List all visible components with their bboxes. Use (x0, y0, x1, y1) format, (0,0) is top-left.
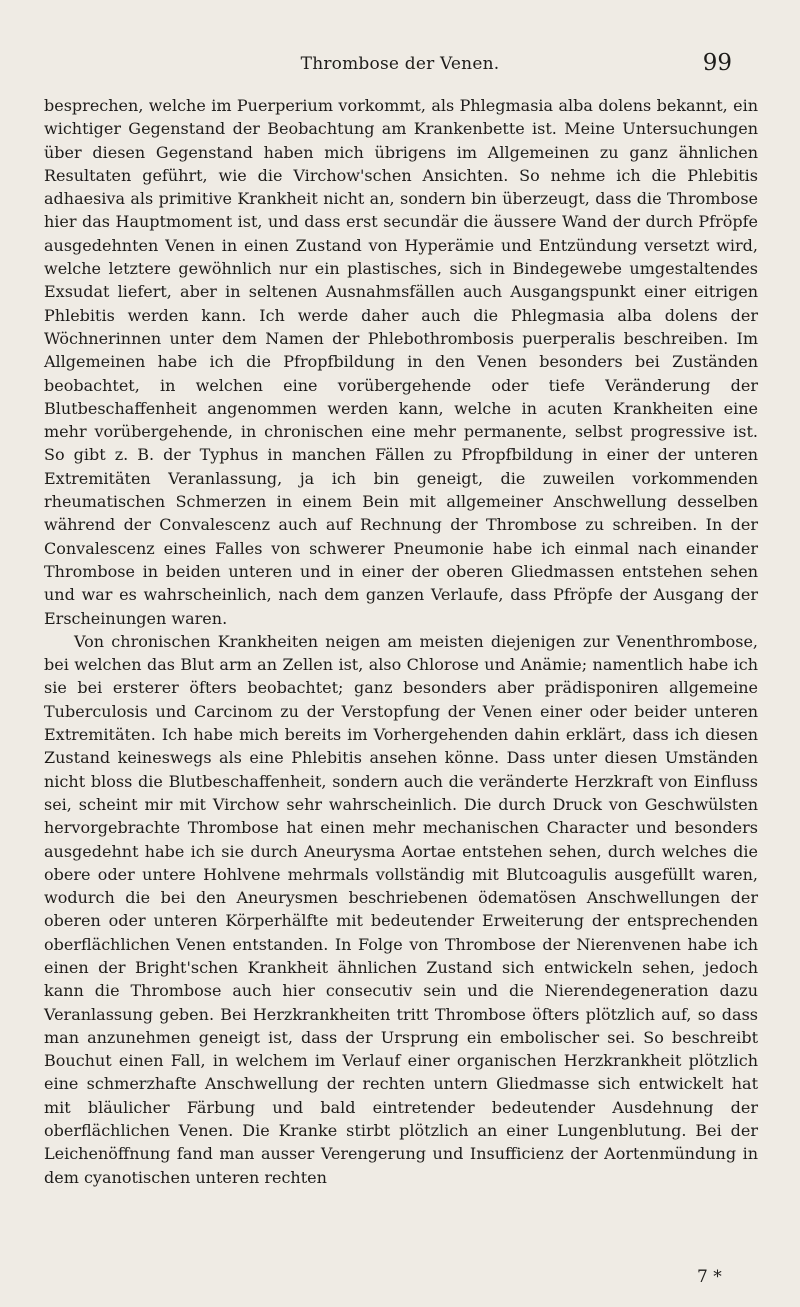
page-number: 99 (702, 50, 732, 76)
signature-mark: 7 * (697, 1267, 722, 1287)
body-text (44, 94, 758, 1189)
running-title: Thrombose der Venen. (300, 54, 500, 74)
paragraph-1: besprechen, welche im Puerperium vorkommt, als Phlegmasia alba dolens bekannt, ein wichtiger Gegenstand der Beobachtung am Krankenbette ist. Meine Untersuchungen über diesen Gegenstand haben mich übrigens im Allgemeinen zu ganz ähnlichen Resultaten geführt, wie die Virchow'schen Ansichten. So nehme ich die Phlebitis adhaesiva als primitive Krankheit nicht an, sondern bin überzeugt, dass die Thrombose hier das Hauptmoment ist, und dass erst secundär die äussere Wand der durch Pfröpfe ausgedehnten Venen in einen Zustand von Hyperämie und Entzündung versetzt wird, welche letztere gewöhnlich nur ein plastisches, sich in Bindegewebe umgestaltendes Exsudat liefert, aber in seltenen Ausnahmsfällen auch Ausgangspunkt einer eitrigen Phlebitis werden kann. Ich werde daher auch die Phlegmasia alba dolens der Wöchnerinnen unter dem Namen der Phlebothrombosis puerperalis beschreiben. Im Allgemeinen habe ich die Pfropfbildung in den Venen besonders bei Zuständen beobachtet, in welchen eine vorübergehende oder tiefe Veränderung der Blutbeschaffenheit angenommen werden kann, welche in acuten Krankheiten eine mehr vorübergehende, in chronischen eine mehr permanente, selbst progressive ist. So gibt z. B. der Typhus in manchen Fällen zu Pfropfbildung in einer der unteren Extremitäten Veranlassung, ja ich bin geneigt, die zuweilen vorkommenden rheumatischen Schmerzen in einem Bein mit allgemeiner Anschwellung desselben während der Convalescenz auch auf Rechnung der Thrombose zu schreiben. In der Convalescenz eines Falles von schwerer Pneumonie habe ich einmal nach einander Thrombose in beiden unteren und in einer der oberen Gliedmassen entstehen sehen und war es wahrscheinlich, nach dem ganzen Verlaufe, dass Pfröpfe der Ausgang der Erscheinungen waren. (44, 96, 758, 628)
page-header (0, 50, 800, 90)
paragraph-2: Von chronischen Krankheiten neigen am meisten diejenigen zur Venenthrombose, bei welchen das Blut arm an Zellen ist, also Chlorose und Anämie; namentlich habe ich sie bei ersterer öfters beobachtet; ganz besonders aber prädisponiren allgemeine Tuberculosis und Carcinom zu der Verstopfung der Venen einer oder beider unteren Extremitäten. Ich habe mich bereits im Vorhergehenden dahin erklärt, dass ich diesen Zustand keineswegs als eine Phlebitis ansehen könne. Dass unter diesen Umständen nicht bloss die Blutbeschaffenheit, sondern auch die veränderte Herzkraft von Einfluss sei, scheint mir mit Virchow sehr wahrscheinlich. Die durch Druck von Geschwülsten hervorgebrachte Thrombose hat einen mehr mechanischen Character und besonders ausgedehnt habe ich sie durch Aneurysma Aortae entstehen sehen, durch welches die obere oder untere Hohlvene mehrmals vollständig mit Blutcoagulis ausgefüllt waren, wodurch die bei den Aneurysmen beschriebenen ödematösen Anschwellungen der oberen oder unteren Körperhälfte mit bedeutender Erweiterung der entsprechenden oberflächlichen Venen entstanden. In Folge von Thrombose der Nierenvenen habe ich einen der Bright'schen Krankheit ähnlichen Zustand sich entwickeln sehen, jedoch kann die Thrombose auch hier consecutiv sein und die Nierendegeneration dazu Veranlassung geben. Bei Herzkrankheiten tritt Thrombose öfters plötzlich auf, so dass man anzunehmen geneigt ist, dass der Ursprung ein embolischer sei. So beschreibt Bouchut einen Fall, in welchem im Verlauf einer organischen Herzkrankheit plötzlich eine schmerzhafte Anschwellung der rechten untern Gliedmasse sich entwickelt hat mit bläulicher Färbung und bald eintretender bedeutender Ausdehnung der oberflächlichen Venen. Die Kranke stirbt plötzlich an einer Lungenblutung. Bei der Leichenöffnung fand man ausser Verengerung und Insufficienz der Aortenmündung in dem cyanotischen unteren rechten (44, 631, 758, 1187)
